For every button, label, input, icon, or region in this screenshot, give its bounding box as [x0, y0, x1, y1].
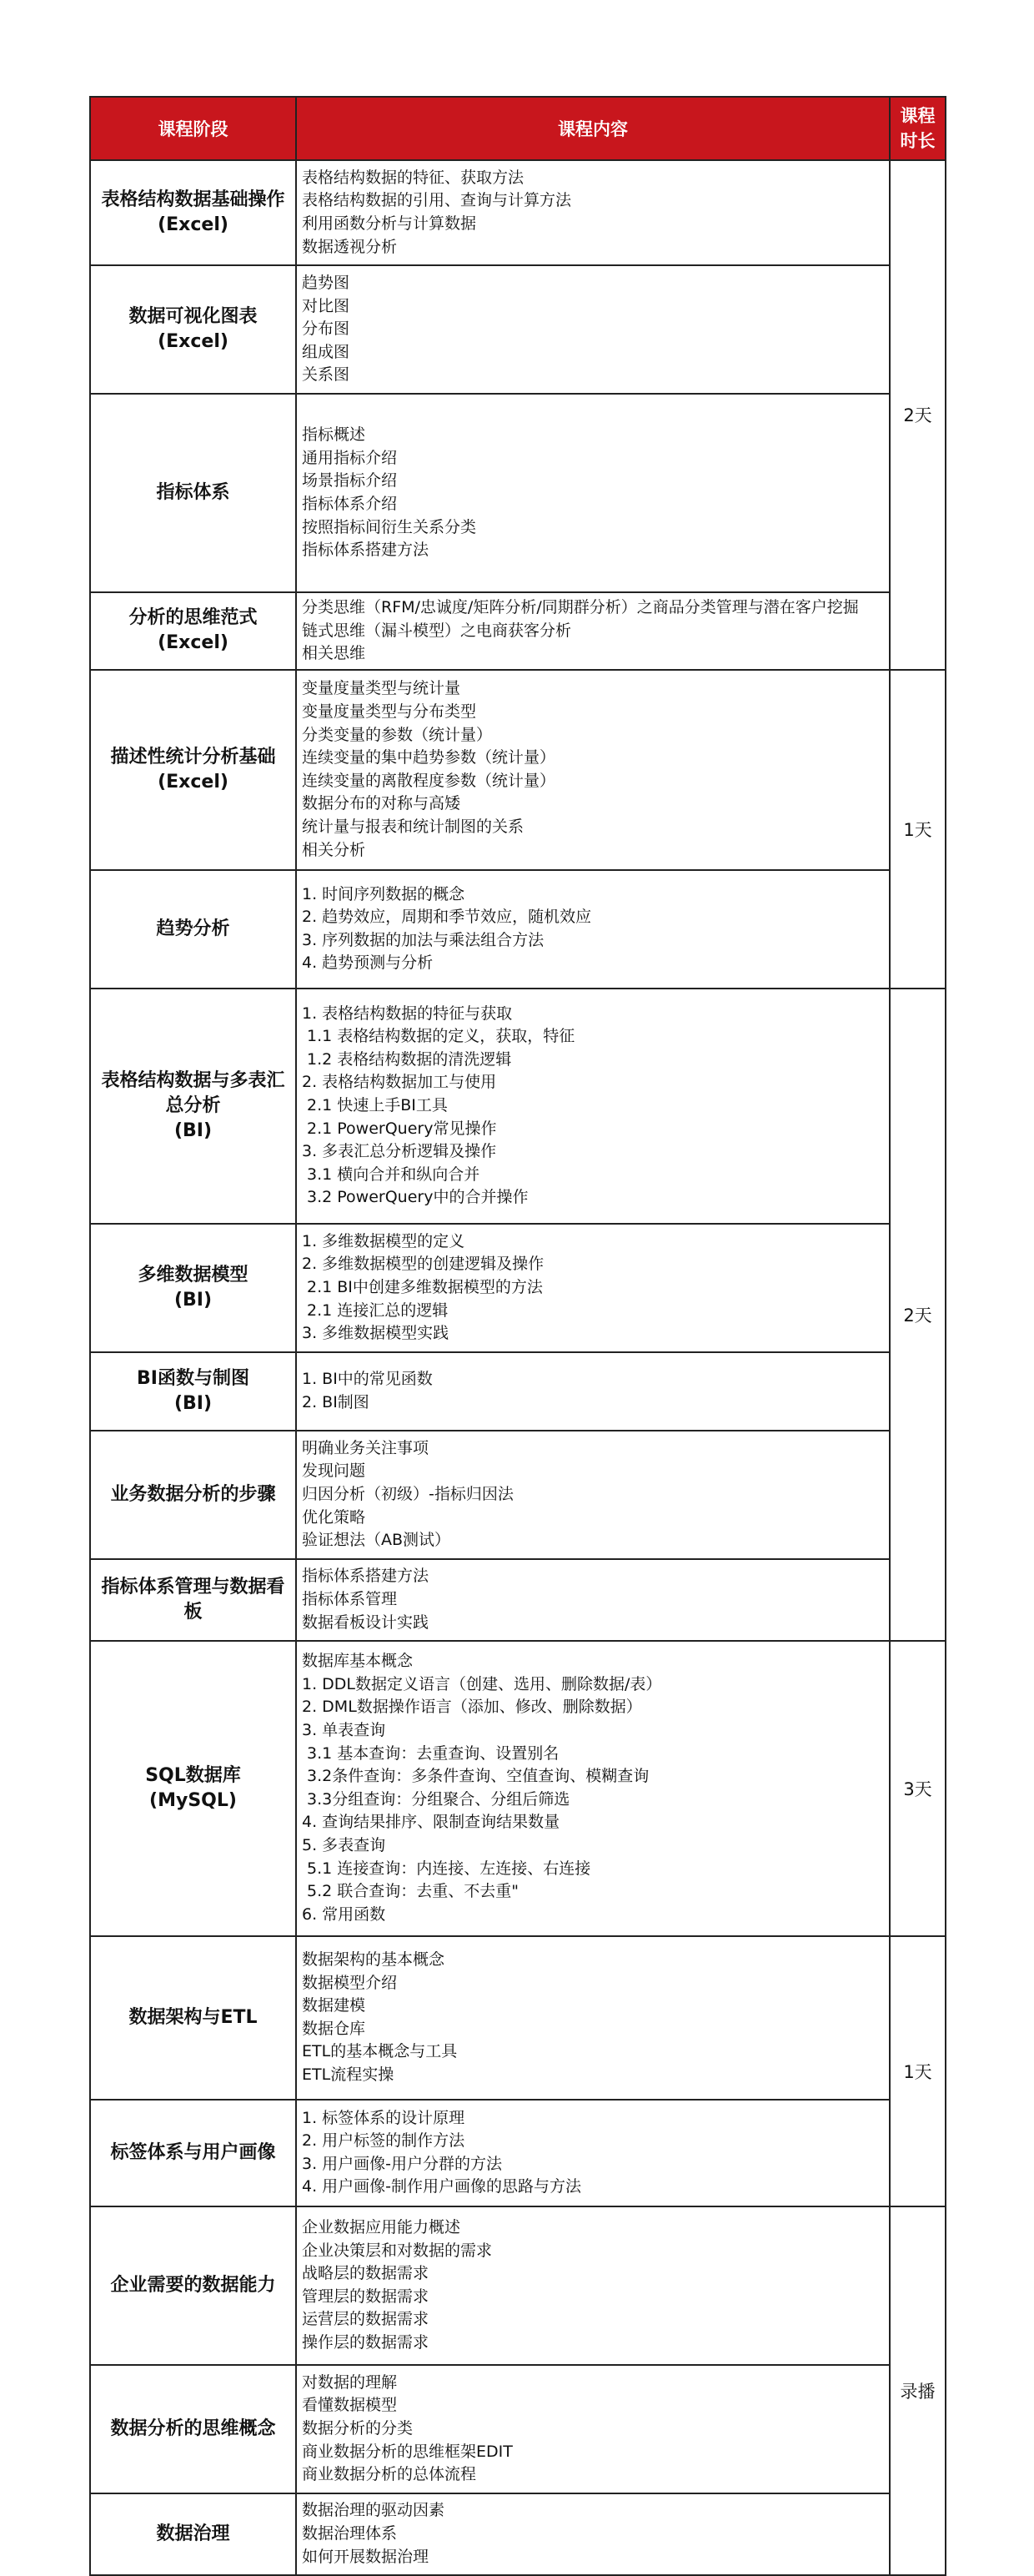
content-line: 按照指标间衍生关系分类	[302, 517, 477, 536]
content-line: 2.1 BI中创建多维数据模型的方法	[307, 1277, 543, 1296]
stage-cell	[90, 1224, 296, 1352]
content-line: 操作层的数据需求	[302, 2332, 429, 2352]
duration-cell: 2天	[890, 160, 946, 670]
stage-line: 业务数据分析的步骤	[110, 1483, 276, 1505]
stage-cell	[90, 2100, 296, 2206]
content-line: 数据库基本概念	[302, 1652, 414, 1671]
table-row	[90, 2206, 946, 2365]
content-line: 5.1 连接查询：内连接、左连接、右连接	[307, 1859, 591, 1878]
content-line: 商业数据分析的思维框架EDIT	[302, 2442, 513, 2461]
content-line: 如何开展数据治理	[302, 2547, 429, 2566]
content-line: 数据治理体系	[302, 2523, 398, 2543]
content-line: 表格结构数据的特征、获取方法	[302, 168, 525, 187]
stage-line: (Excel)	[158, 214, 228, 235]
content-line: 1.1 表格结构数据的定义，获取，特征	[307, 1027, 575, 1046]
stage-line: 趋势分析	[156, 918, 230, 939]
content-line: 战略层的数据需求	[302, 2264, 429, 2283]
content-line: 对数据的理解	[302, 2372, 398, 2392]
content-line: 6. 常用函数	[302, 1904, 386, 1924]
content-line: 场景指标介绍	[302, 471, 398, 491]
stage-line: 多维数据模型	[138, 1264, 248, 1285]
stage-line: 数据架构与ETL	[128, 2006, 258, 2028]
table-row	[90, 592, 946, 670]
content-line: 2.1 连接汇总的逻辑	[307, 1301, 449, 1320]
content-line: 2. 趋势效应，周期和季节效应，随机效应	[302, 908, 592, 927]
content-cell	[296, 1224, 890, 1352]
stage-line: (MySQL)	[149, 1789, 237, 1811]
content-line: 数据分布的对称与高矮	[302, 794, 461, 813]
content-line: 2. 表格结构数据加工与使用	[302, 1073, 497, 1092]
content-line: 趋势图	[302, 274, 350, 293]
duration-cell: 1天	[890, 670, 946, 989]
content-line: 分布图	[302, 319, 350, 339]
stage-cell	[90, 2365, 296, 2493]
content-line: 1. 标签体系的设计原理	[302, 2108, 465, 2127]
stage-line: 企业需要的数据能力	[110, 2274, 276, 2296]
stage-line: 分析的思维范式	[128, 607, 258, 629]
stage-line: SQL数据库	[145, 1764, 241, 1786]
table-row	[90, 1352, 946, 1431]
content-line: 连续变量的离散程度参数（统计量）	[302, 771, 556, 790]
content-line: 数据看板设计实践	[302, 1613, 429, 1632]
table-row	[90, 265, 946, 394]
content-cell	[296, 670, 890, 870]
content-line: 4. 查询结果排序、限制查询结果数量	[302, 1813, 560, 1832]
table-row	[90, 870, 946, 989]
stage-line: 标签体系与用户画像	[110, 2141, 276, 2163]
content-line: 3.2条件查询：多条件查询、空值查询、模糊查询	[307, 1767, 650, 1786]
stage-cell	[90, 1352, 296, 1431]
header-duration-line2: 时长	[900, 131, 936, 151]
content-line: 优化策略	[302, 1507, 366, 1527]
stage-cell	[90, 265, 296, 394]
content-line: 3. 序列数据的加法与乘法组合方法	[302, 930, 545, 949]
content-line: 看懂数据模型	[302, 2396, 398, 2415]
content-cell	[296, 1559, 890, 1641]
content-line: 2. BI制图	[302, 1392, 369, 1411]
content-line: 通用指标介绍	[302, 448, 398, 467]
stage-line: (Excel)	[158, 632, 228, 654]
content-cell	[296, 1352, 890, 1431]
content-line: 变量度量类型与统计量	[302, 679, 461, 698]
content-line: 商业数据分析的总体流程	[302, 2465, 477, 2484]
content-line: 1. 表格结构数据的特征与获取	[302, 1004, 513, 1023]
stage-cell	[90, 989, 296, 1224]
content-cell	[296, 870, 890, 989]
table-row	[90, 2100, 946, 2206]
content-line: 3. 单表查询	[302, 1721, 386, 1739]
header-row	[90, 97, 946, 160]
table-row	[90, 1431, 946, 1559]
stage-line: 指标体系管理与数据看板	[101, 1576, 285, 1623]
course-table	[89, 96, 946, 2576]
stage-line: 表格结构数据与多表汇总分析	[101, 1069, 285, 1116]
header-duration-line1: 课程	[900, 106, 936, 126]
content-cell	[296, 592, 890, 670]
content-line: 运营层的数据需求	[302, 2310, 429, 2329]
content-line: 指标体系介绍	[302, 495, 398, 513]
stage-line: (BI)	[173, 1289, 213, 1311]
stage-line: 指标体系	[156, 482, 230, 503]
stage-line: (Excel)	[158, 331, 228, 352]
duration-cell: 2天	[890, 989, 946, 1641]
stage-line: BI函数与制图	[137, 1367, 249, 1389]
content-cell	[296, 1431, 890, 1559]
stage-line: 描述性统计分析基础	[110, 746, 276, 767]
content-line: 3.1 横向合并和纵向合并	[307, 1165, 480, 1184]
stage-cell	[90, 2493, 296, 2575]
stage-line: (BI)	[173, 1392, 213, 1414]
table-row	[90, 394, 946, 592]
content-line: 4. 趋势预测与分析	[302, 953, 434, 973]
content-line: 3. 多表汇总分析逻辑及操作	[302, 1142, 497, 1161]
header-duration	[890, 97, 946, 160]
content-line: 5. 多表查询	[302, 1835, 386, 1854]
content-line: 分类思维（RFM/忠诚度/矩阵分析/同期群分析）之商品分类管理与潜在客户挖掘	[302, 598, 859, 616]
stage-cell	[90, 1559, 296, 1641]
content-line: 企业决策层和对数据的需求	[302, 2241, 493, 2260]
content-line: 对比图	[302, 296, 350, 315]
table-row	[90, 2365, 946, 2493]
content-cell	[296, 160, 890, 265]
content-cell	[296, 989, 890, 1224]
duration-cell: 3天	[890, 1641, 946, 1936]
content-line: 5.2 联合查询：去重、不去重"	[307, 1882, 519, 1901]
content-line: 数据仓库	[302, 2019, 366, 2038]
content-line: 1.2 表格结构数据的清洗逻辑	[307, 1049, 512, 1069]
content-cell	[296, 1641, 890, 1936]
content-line: 2. 用户标签的制作方法	[302, 2131, 465, 2151]
content-line: 发现问题	[302, 1462, 366, 1481]
content-line: 指标体系管理	[302, 1589, 398, 1608]
content-line: 2.1 PowerQuery常见操作	[307, 1119, 497, 1138]
content-line: 数据建模	[302, 1996, 366, 2015]
content-line: 1. 多维数据模型的定义	[302, 1231, 465, 1250]
content-line: 利用函数分析与计算数据	[302, 214, 477, 233]
table-row	[90, 670, 946, 870]
content-cell	[296, 265, 890, 394]
header-stage: 课程阶段	[90, 97, 296, 160]
stage-cell	[90, 1431, 296, 1559]
stage-line: 数据可视化图表	[128, 306, 258, 327]
content-line: 指标体系搭建方法	[302, 541, 429, 560]
content-line: 链式思维（漏斗模型）之电商获客分析	[302, 621, 572, 640]
content-line: 3.2 PowerQuery中的合并操作	[307, 1188, 529, 1207]
content-line: 数据治理的驱动因素	[302, 2501, 445, 2520]
content-line: 企业数据应用能力概述	[302, 2218, 461, 2236]
content-cell	[296, 1936, 890, 2100]
content-line: 3. 多维数据模型实践	[302, 1324, 449, 1343]
content-line: ETL的基本概念与工具	[302, 2042, 458, 2061]
content-line: 统计量与报表和统计制图的关系	[302, 817, 525, 836]
content-line: 连续变量的集中趋势参数（统计量）	[302, 748, 556, 767]
table-row	[90, 1224, 946, 1352]
stage-line: 数据分析的思维概念	[110, 2418, 276, 2439]
content-line: 2.1 快速上手BI工具	[307, 1095, 448, 1114]
stage-cell	[90, 160, 296, 265]
content-cell	[296, 394, 890, 592]
stage-cell	[90, 1936, 296, 2100]
stage-line: 数据治理	[156, 2523, 230, 2544]
content-cell	[296, 2365, 890, 2493]
table-row	[90, 989, 946, 1224]
stage-cell	[90, 670, 296, 870]
content-line: 组成图	[302, 342, 350, 361]
table-row	[90, 1559, 946, 1641]
content-line: 1. 时间序列数据的概念	[302, 884, 465, 903]
content-line: 3.1 基本查询：去重查询、设置别名	[307, 1743, 560, 1763]
content-line: 关系图	[302, 365, 350, 385]
content-cell	[296, 2100, 890, 2206]
duration-cell: 1天	[890, 1936, 946, 2206]
content-line: 验证想法（AB测试）	[302, 1531, 451, 1550]
content-cell	[296, 2493, 890, 2575]
content-line: 数据透视分析	[302, 237, 398, 256]
content-line: 管理层的数据需求	[302, 2287, 429, 2306]
content-line: 表格结构数据的引用、查询与计算方法	[302, 191, 572, 210]
content-line: ETL流程实操	[302, 2065, 394, 2084]
content-line: 明确业务关注事项	[302, 1438, 429, 1457]
duration-cell: 录播	[890, 2206, 946, 2575]
content-line: 1. DDL数据定义语言（创建、选用、删除数据/表）	[302, 1674, 662, 1693]
stage-cell	[90, 2206, 296, 2365]
content-line: 归因分析（初级）-指标归因法	[302, 1484, 514, 1503]
content-line: 4. 用户画像-制作用户画像的思路与方法	[302, 2177, 582, 2196]
table-row	[90, 1936, 946, 2100]
stage-cell	[90, 1641, 296, 1936]
content-line: 3.3分组查询：分组聚合、分组后筛选	[307, 1789, 570, 1809]
table-row	[90, 1641, 946, 1936]
content-line: 指标概述	[302, 425, 366, 445]
content-line: 数据模型介绍	[302, 1973, 398, 1992]
content-line: 3. 用户画像-用户分群的方法	[302, 2154, 503, 2173]
content-line: 相关分析	[302, 840, 366, 859]
header-content: 课程内容	[296, 97, 890, 160]
stage-cell	[90, 870, 296, 989]
content-line: 数据分析的分类	[302, 2418, 414, 2438]
content-cell	[296, 2206, 890, 2365]
stage-line: (BI)	[173, 1119, 213, 1141]
stage-cell	[90, 592, 296, 670]
stage-line: 表格结构数据基础操作	[101, 189, 285, 210]
content-line: 1. BI中的常见函数	[302, 1370, 433, 1389]
content-line: 指标体系搭建方法	[302, 1567, 429, 1586]
content-line: 分类变量的参数（统计量）	[302, 725, 493, 744]
content-line: 2. DML数据操作语言（添加、修改、删除数据）	[302, 1698, 642, 1717]
content-line: 数据架构的基本概念	[302, 1950, 445, 1969]
content-line: 相关思维	[302, 644, 366, 663]
stage-line: (Excel)	[158, 771, 228, 792]
content-line: 2. 多维数据模型的创建逻辑及操作	[302, 1255, 545, 1274]
table-row	[90, 2493, 946, 2575]
content-line: 变量度量类型与分布类型	[302, 702, 477, 721]
table-row	[90, 160, 946, 265]
stage-cell	[90, 394, 296, 592]
